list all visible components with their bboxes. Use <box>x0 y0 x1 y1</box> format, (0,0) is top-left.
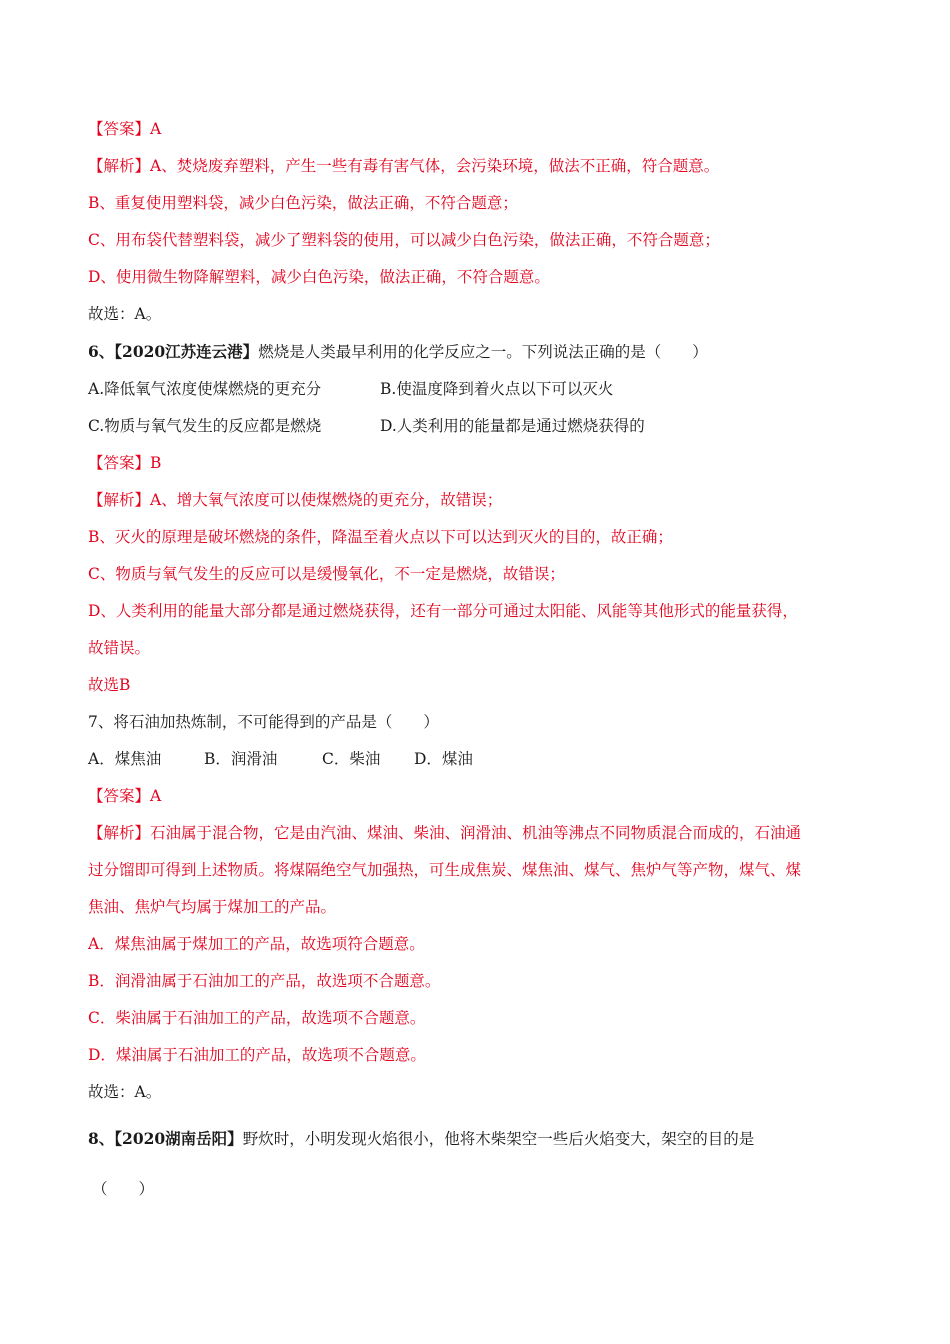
q5-analysis-d: D、使用微生物降解塑料，减少白色污染，做法正确，不符合题意。 <box>88 268 550 286</box>
q6-option-b: B.使温度降到着火点以下可以灭火 <box>380 380 614 398</box>
q8-stem-line <box>88 1128 880 1150</box>
q6-analysis-d-line1: D、人类利用的能量大部分都是通过燃烧获得，还有一部分可通过太阳能、风能等其他形式的能量获得， <box>88 602 798 620</box>
q6-source: 【2020江苏连云港】 <box>114 342 259 361</box>
q7-analysis-c: C．柴油属于石油加工的产品，故选项不合题意。 <box>88 1009 426 1027</box>
q5-analysis-c: C、用布袋代替塑料袋，减少了塑料袋的使用，可以减少白色污染，做法正确，不符合题意； <box>88 231 720 249</box>
q6-choice: 故选B <box>88 676 131 694</box>
q7-analysis-line1: 【解析】石油属于混合物，它是由汽油、煤油、柴油、润滑油、机油等沸点不同物质混合而成的，石油通 <box>88 824 802 842</box>
q6-option-d: D.人类利用的能量都是通过燃烧获得的 <box>380 417 645 435</box>
q5-answer: 【答案】A <box>88 120 162 138</box>
q7-analysis-d: D．煤油属于石油加工的产品，故选项不合题意。 <box>88 1046 426 1064</box>
q7-option-d: D．煤油 <box>414 750 473 768</box>
q5-analysis-a: 【解析】A、焚烧废弃塑料，产生一些有毒有害气体，会污染环境，做法不正确，符合题意。 <box>88 157 720 175</box>
q6-analysis-c: C、物质与氧气发生的反应可以是缓慢氧化，不一定是燃烧，故错误； <box>88 565 565 583</box>
q6-analysis-d-line2: 故错误。 <box>88 639 151 657</box>
q6-analysis-b: B、灭火的原理是破坏燃烧的条件，降温至着火点以下可以达到灭火的目的，故正确； <box>88 528 673 546</box>
q7-answer: 【答案】A <box>88 787 162 805</box>
q7-option-a: A．煤焦油 <box>88 750 162 768</box>
q7-analysis-b: B．润滑油属于石油加工的产品，故选项不合题意。 <box>88 972 441 990</box>
q5-choice: 故选：A。 <box>88 305 162 323</box>
q7-stem: 7、将石油加热炼制，不可能得到的产品是（ ） <box>88 713 439 731</box>
q8-answer-blank: （ ） <box>92 1180 155 1198</box>
q7-choice: 故选：A。 <box>88 1083 162 1101</box>
q6-option-c: C.物质与氧气发生的反应都是燃烧 <box>88 417 322 435</box>
q7-option-b: B．润滑油 <box>204 750 278 768</box>
q8-number: 8、 <box>88 1129 115 1148</box>
q5-analysis-b: B、重复使用塑料袋，减少白色污染，做法正确，不符合题意； <box>88 194 518 212</box>
q6-answer: 【答案】B <box>88 454 162 472</box>
q6-number: 6、 <box>88 342 115 361</box>
q6-options-row-2 <box>88 415 880 437</box>
q6-analysis-a: 【解析】A、增大氧气浓度可以使煤燃烧的更充分，故错误； <box>88 491 503 509</box>
q7-analysis-a: A．煤焦油属于煤加工的产品，故选项符合题意。 <box>88 935 425 953</box>
q6-stem: 燃烧是人类最早利用的化学反应之一。下列说法正确的是（ ） <box>258 343 708 361</box>
q7-analysis-line3: 焦油、焦炉气均属于煤加工的产品。 <box>88 898 337 916</box>
q8-stem: 野炊时，小明发现火焰很小，他将木柴架空一些后火焰变大，架空的目的是 <box>242 1130 755 1148</box>
q7-options <box>88 748 880 770</box>
q6-option-a: A.降低氧气浓度使煤燃烧的更充分 <box>88 380 322 398</box>
q8-source: 【2020湖南岳阳】 <box>114 1129 243 1148</box>
q6-stem-line <box>88 341 880 363</box>
q7-option-c: C．柴油 <box>322 750 381 768</box>
q7-analysis-line2: 过分馏即可得到上述物质。将煤隔绝空气加强热，可生成焦炭、煤焦油、煤气、焦炉气等产物，煤气、煤 <box>88 861 802 879</box>
q6-options-row-1 <box>88 378 880 400</box>
